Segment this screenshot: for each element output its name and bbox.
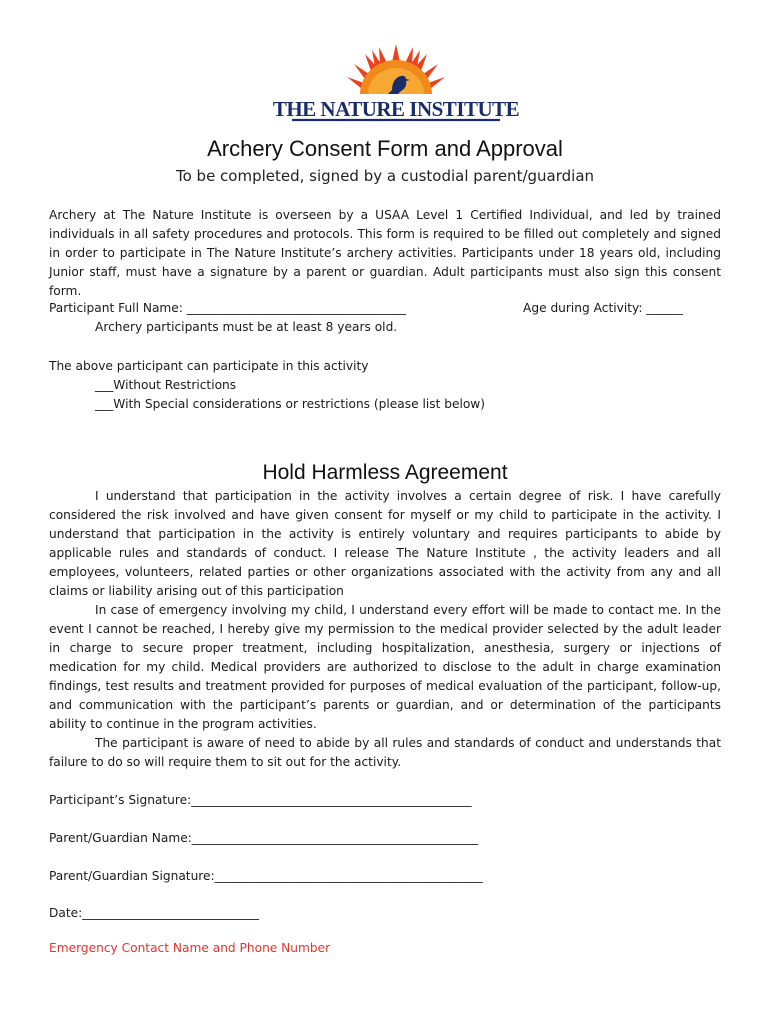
participation-lead: The above participant can participate in this activity — [49, 359, 369, 373]
hold-harmless-agreement — [49, 487, 721, 772]
guardian-signature-field[interactable]: Parent/Guardian Signature:____________________________________________ — [49, 869, 483, 883]
date-field[interactable]: Date:_____________________________ — [49, 906, 259, 920]
form-title: Archery Consent Form and Approval — [207, 136, 563, 161]
hold-harmless-heading: Hold Harmless Agreement — [262, 461, 508, 484]
participant-name-field[interactable]: Participant Full Name: ____________________________________ — [49, 301, 407, 315]
svg-text:THE NATURE INSTITUTE: THE NATURE INSTITUTE — [272, 97, 520, 121]
option-without-restrictions[interactable]: ___Without Restrictions — [95, 378, 237, 392]
option-with-restrictions[interactable]: ___With Special considerations or restrictions (please list below) — [95, 397, 486, 411]
form-subtitle: To be completed, signed by a custodial parent/guardian — [175, 167, 595, 185]
participation-section — [49, 357, 485, 414]
sun-bird-logo-icon — [272, 42, 520, 124]
guardian-name-field[interactable]: Parent/Guardian Name:_______________________________________________ — [49, 831, 479, 845]
nature-institute-logo — [272, 42, 520, 124]
intro-paragraph: Archery at The Nature Institute is overseen by a USAA Level 1 Certified Individual, and led by trained individuals in all safety procedures and protocols. This form is required to be filled out completely and signed in order to participate in The Nature Institute’s archery activities. Participants under 18 years old, including Junior staff, must have a signature by a parent or guardian. Adult participants must also sign this consent form. — [49, 208, 721, 298]
participant-signature-field[interactable]: Participant’s Signature:______________________________________________ — [49, 793, 472, 807]
agreement-paragraph-1: I understand that participation in the activity involves a certain degree of risk. I have carefully considered the risk involved and have given consent for myself or my child to participate in the activity. I understand that participation in the activity is entirely voluntary and requires participants to abide by applicable rules and standards of conduct. I release The Nature Institute , the activity leaders and all employees, volunteers, related parties or other organizations associated with the activity from any and all claims or liability arising out of this participation — [49, 489, 721, 598]
age-field[interactable]: Age during Activity: ______ — [523, 301, 683, 315]
min-age-note: Archery participants must be at least 8 years old. — [95, 320, 398, 334]
emergency-contact-label: Emergency Contact Name and Phone Number — [49, 941, 331, 955]
agreement-paragraph-3: The participant is aware of need to abide by all rules and standards of conduct and understands that failure to do so will require them to sit out for the activity. — [49, 736, 721, 769]
agreement-paragraph-2: In case of emergency involving my child, I understand every effort will be made to contact me. In the event I cannot be reached, I hereby give my permission to the medical provider selected by the adult leader in charge to secure proper treatment, including hospitalization, anesthesia, surgery or injections of medication for my child. Medical providers are authorized to disclose to the adult in charge examination findings, test results and treatment provided for purposes of medical evaluation of the participant, follow-up, and communication with the participant’s parents or guardian, and or determination of the participants ability to continue in the program activities. — [49, 603, 721, 731]
